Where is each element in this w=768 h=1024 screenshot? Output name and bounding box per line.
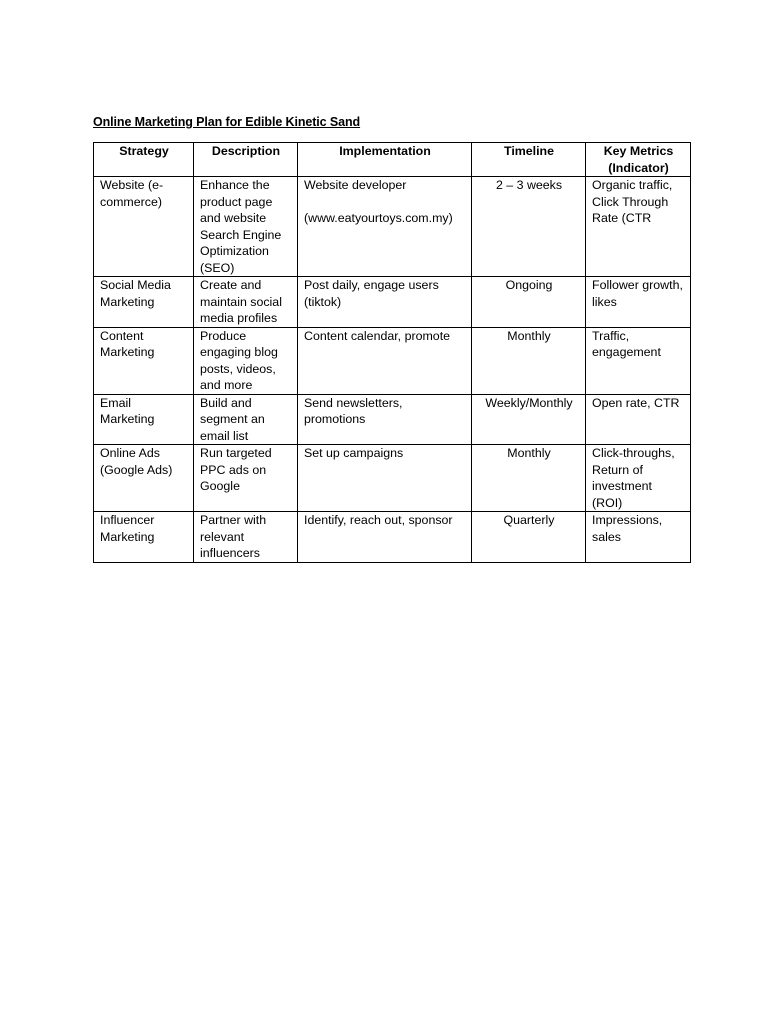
cell-timeline: Monthly [472, 327, 586, 394]
cell-timeline: Monthly [472, 445, 586, 512]
cell-strategy: Email Marketing [94, 394, 194, 445]
cell-implementation: Identify, reach out, sponsor [298, 512, 472, 563]
header-strategy: Strategy [94, 143, 194, 177]
cell-metrics: Open rate, CTR [586, 394, 691, 445]
cell-timeline: 2 – 3 weeks [472, 177, 586, 277]
cell-description: Enhance the product page and website Search Engine Optimization (SEO) [194, 177, 298, 277]
cell-description: Run targeted PPC ads on Google [194, 445, 298, 512]
table-header-row [94, 143, 691, 177]
table-row [94, 327, 691, 394]
cell-description: Partner with relevant influencers [194, 512, 298, 563]
table-row [94, 277, 691, 328]
table-row [94, 177, 691, 277]
header-description: Description [194, 143, 298, 177]
cell-metrics: Organic traffic, Click Through Rate (CTR [586, 177, 691, 277]
table-row [94, 445, 691, 512]
cell-strategy: Social Media Marketing [94, 277, 194, 328]
cell-strategy: Content Marketing [94, 327, 194, 394]
cell-metrics: Traffic, engagement [586, 327, 691, 394]
implementation-text: Website developer [304, 178, 407, 192]
cell-metrics: Follower growth, likes [586, 277, 691, 328]
cell-implementation: Send newsletters, promotions [298, 394, 472, 445]
cell-description: Build and segment an email list [194, 394, 298, 445]
cell-timeline: Weekly/Monthly [472, 394, 586, 445]
cell-description: Produce engaging blog posts, videos, and more [194, 327, 298, 394]
cell-timeline: Quarterly [472, 512, 586, 563]
table-row [94, 512, 691, 563]
header-timeline: Timeline [472, 143, 586, 177]
cell-timeline: Ongoing [472, 277, 586, 328]
marketing-plan-table [93, 142, 691, 563]
cell-strategy: Online Ads (Google Ads) [94, 445, 194, 512]
document-title: Online Marketing Plan for Edible Kinetic Sand [93, 115, 361, 129]
cell-implementation: Content calendar, promote [298, 327, 472, 394]
cell-strategy: Website (e-commerce) [94, 177, 194, 277]
header-key-metrics: Key Metrics (Indicator) [586, 143, 691, 177]
cell-strategy: Influencer Marketing [94, 512, 194, 563]
header-implementation: Implementation [298, 143, 472, 177]
cell-metrics: Click-throughs, Return of investment (ROI) [586, 445, 691, 512]
website-url: (www.eatyourtoys.com.my) [304, 211, 453, 225]
cell-implementation: Set up campaigns [298, 445, 472, 512]
line-gap [304, 194, 466, 211]
cell-implementation [298, 177, 472, 277]
cell-metrics: Impressions, sales [586, 512, 691, 563]
table-row [94, 394, 691, 445]
cell-implementation: Post daily, engage users (tiktok) [298, 277, 472, 328]
cell-description: Create and maintain social media profiles [194, 277, 298, 328]
